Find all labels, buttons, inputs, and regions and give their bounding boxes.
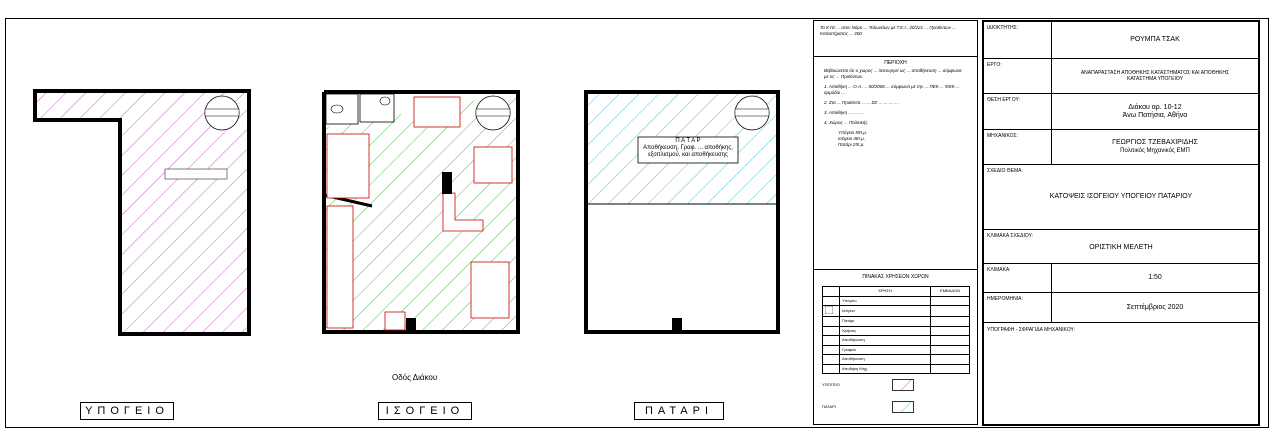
note-paragraph: 4. Χώρος ... Πολιτικής. (824, 120, 869, 125)
project-row (984, 59, 1258, 94)
type-row (984, 230, 1258, 264)
note-paragraph: 3. Αποθήκη ... ... ... . (824, 110, 865, 115)
notes-panel (813, 20, 978, 425)
drawing-label: ΣΧΕΔΙΟ ΘΕΜΑ: (987, 168, 1023, 174)
legend-basement-label: ΥΠΟΓΕΙΟ (822, 382, 840, 387)
legend-mezzanine-swatch (892, 401, 914, 413)
mezzanine-tag-text: Αποθήκευση, Γραφ. ... αποθήκης, εξοπλισμού, και αποθήκευσης (643, 145, 733, 158)
scale-value: 1:50 (1148, 274, 1162, 281)
title-block (982, 20, 1260, 426)
ground-title: ΙΣΟΓΕΙΟ (378, 402, 472, 420)
type-value: ΟΡΙΣΤΙΚΗ ΜΕΛΕΤΗ (1089, 244, 1153, 251)
legend-header: ΧΡΗΣΗ (840, 287, 931, 297)
note-paragraph: 2. Στα ... Προϊόντα ... ... ΣΕ ... ... ... ... . (824, 100, 900, 105)
legend-row: Χρήσεις (840, 326, 931, 336)
location-sub: Άνω Πατήσια, Αθήνα (1122, 111, 1188, 119)
legend-row: Αποθήκευση (840, 336, 931, 346)
legend-table (814, 269, 977, 425)
toilet-icon (331, 105, 343, 113)
ground-plan (324, 92, 518, 332)
engineer-sub: Πολιτικός Μηχανικός ΕΜΠ (1120, 148, 1190, 154)
scale-label: ΚΛΙΜΑΚΑ: (984, 264, 1052, 292)
basement-title: ΥΠΟΓΕΙΟ (80, 402, 174, 420)
legend-title: ΠΙΝΑΚΑΣ ΧΡΗΣΕΩΝ ΧΩΡΩΝ (862, 274, 929, 280)
legend-mezzanine-label: ΠΑΤΑΡΙ (822, 404, 836, 409)
legend-header: ΕΜΒΑΔΟΝ (931, 287, 970, 297)
project-label: ΕΡΓΟ: (984, 59, 1052, 93)
location-value: Διάκου αρ. 10-12 (1128, 103, 1182, 111)
area-line: Ισόγειο 48τ.μ. (838, 136, 866, 141)
owner-row (984, 22, 1258, 59)
street-label: Οδός Διάκου (392, 373, 438, 382)
legend-row: Υπόγειο (840, 296, 931, 306)
location-row (984, 94, 1258, 130)
date-label: ΗΜΕΡΟΜΗΝΙΑ: (984, 293, 1052, 322)
legend-row: Γραφείο (840, 345, 931, 355)
mezzanine-title: ΠΑΤΑΡΙ (634, 402, 724, 420)
basement-tag-text: · · · · · · · · · · · · · (184, 171, 208, 175)
scale-row (984, 264, 1258, 293)
engineer-row (984, 130, 1258, 165)
area-line: Υπόγειο 59τ.μ. (838, 130, 868, 135)
notes-section-title: ΠΕΡΙΟΧΗ (884, 60, 907, 66)
notes-header: Το ΚΥΕ ... στον Νόμο ... Τελωνείων με Τ.Ε.Ι., 20/221 ... Προϊόντων ... Καταστήματος ... 300 (814, 21, 977, 57)
legend-row: Αποθήκευση (840, 355, 931, 365)
note-paragraph: 1. Αποθήκη ... Ο.Α. ... 50/2006 ... σύμφωνα με την ... ΠΕΚ ... ΦΕΚ ... αρμόδιο ... (824, 84, 960, 95)
basement-plan (35, 91, 249, 334)
signature-label: ΥΠΟΓΡΑΦΗ - ΣΦΡΑΓΙΔΑ ΜΗΧΑΝΙΚΟΥ: (987, 327, 1075, 333)
note-paragraph: Βεβαιώνεται ότι ο χώρος ... λειτουργεί ως ... αποθήκευση ... σύμφωνα με τις ... Προϊόντων. (824, 68, 962, 79)
legend-row: Ισόγειο (840, 306, 931, 317)
mezzanine-tag-title: Π Α Τ Α Ρ (675, 138, 701, 144)
mezzanine-tag (640, 138, 736, 159)
drawing-value: ΚΑΤΟΨΕΙΣ ΙΣΟΓΕΙΟΥ ΥΠΟΓΕΙΟΥ ΠΑΤΑΡΙΟΥ (1049, 193, 1193, 200)
area-line: Πατάρι 25τ.μ. (838, 142, 865, 147)
notes-body (814, 66, 977, 150)
engineer-label: ΜΗΧΑΝΙΚΟΣ: (984, 130, 1052, 164)
location-label: ΘΕΣΗ ΕΡΓΟΥ: (984, 94, 1052, 129)
date-row (984, 293, 1258, 323)
owner-value: ΡΟΥΜΠΑ ΤΣΑΚ (1130, 36, 1180, 43)
legend-row: Πατάρι (840, 317, 931, 327)
owner-label: ΙΔΙΟΚΤΗΤΗΣ: (984, 22, 1052, 58)
project-sub: ΚΑΤΑΣΤΗΜΑ ΥΠΟΓΕΙΟΥ (1127, 76, 1183, 82)
engineer-value: ΓΕΩΡΓΙΟΣ ΤΖΕΒΑΧΙΡΙΔΗΣ (1112, 139, 1198, 146)
type-label: ΚΛΙΜΑΚΑ ΣΧΕΔΙΟΥ: (987, 233, 1034, 239)
legend-basement-swatch (892, 379, 914, 391)
drawing-row (984, 165, 1258, 230)
mezzanine-plan (586, 92, 778, 332)
legend-row: Αποθήκη Μηχ. (840, 364, 931, 374)
sink-icon (380, 97, 390, 105)
project-value: ΑΝΑΠΑΡΑΣΤΑΣΗ ΑΠΟΘΗΚΗΣ ΚΑΤΑΣΤΗΜΑΤΟΣ ΚΑΙ ΑΠΟΘΗΚΗΣ (1080, 70, 1230, 76)
date-value: Σεπτέμβριος 2020 (1126, 303, 1184, 311)
